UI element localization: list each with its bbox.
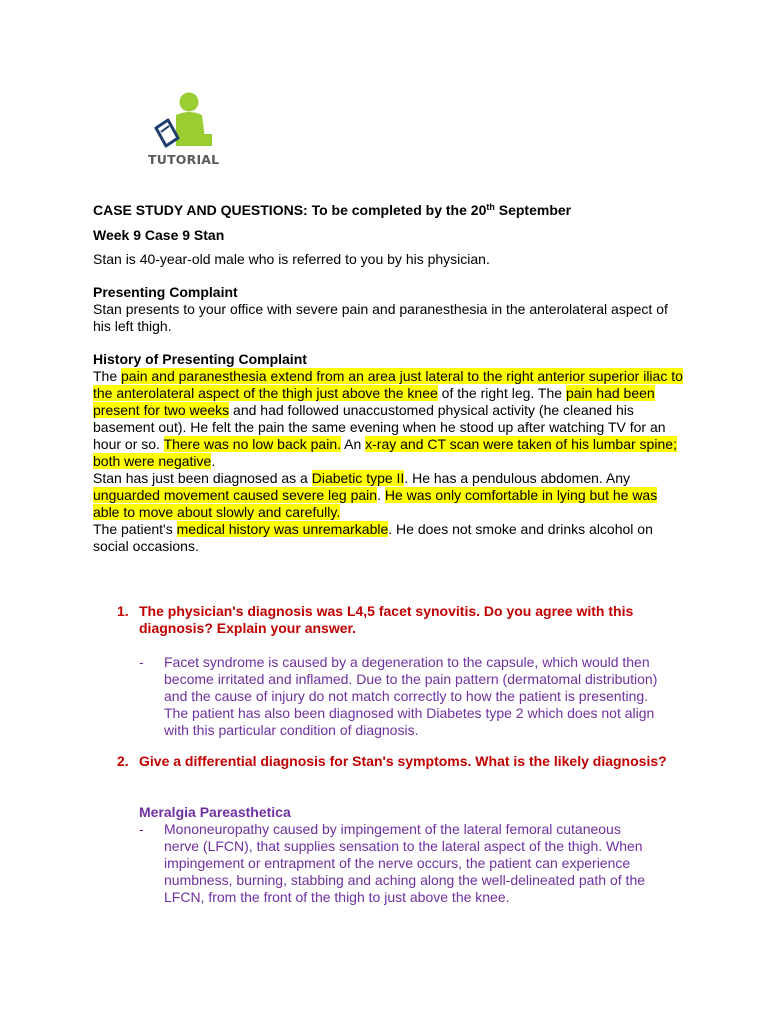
title-superscript: th: [486, 202, 495, 212]
title-end: September: [494, 202, 572, 218]
presenting-heading: Presenting Complaint: [93, 284, 238, 300]
highlight-no-back-pain: There was no low back pain.: [163, 436, 341, 452]
highlight-diabetes: Diabetic type II: [311, 470, 405, 486]
answer-2: [139, 821, 659, 906]
highlight-pain-area: pain and paranesthesia extend from an area just lateral to the right anterior superior iliac to the anterolateral aspect of the thigh just above the knee: [93, 368, 683, 401]
question-text: The physician's diagnosis was L4,5 facet synovitis. Do you agree with this diagnosis? Explain your answer.: [139, 603, 634, 636]
answer-bullet: -: [139, 654, 144, 670]
intro-text: Stan is 40-year-old male who is referred to you by his physician.: [93, 251, 490, 267]
page-title: [93, 202, 683, 219]
presenting-text: Stan presents to your office with severe pain and paranesthesia in the anterolateral aspect of his left thigh.: [93, 301, 668, 334]
highlight-leg-pain: unguarded movement caused severe leg pain: [93, 487, 378, 503]
highlight-imaging: x-ray and CT scan were taken of his lumbar spine; both were negative: [93, 436, 677, 469]
answer-text: Facet syndrome is caused by a degeneration to the capsule, which would then become irritated and inflamed. Due to the pain pattern (dermatomal distribution) and the cause of injury do not match correctly to how the patient is presenting. The patient has also been diagnosed with Diabetes type 2 which does not align with this particular condition of diagnosis.: [164, 654, 658, 738]
answer-1: [139, 654, 659, 739]
logo-label: TUTORIAL: [148, 152, 220, 167]
question-2: [117, 753, 677, 770]
highlight-medical-history: medical history was unremarkable: [176, 521, 389, 537]
question-1: [117, 603, 677, 637]
diagnosis-subheading: Meralgia Pareasthetica: [139, 804, 291, 820]
week-heading: Week 9 Case 9 Stan: [93, 227, 225, 243]
question-text: Give a differential diagnosis for Stan's symptoms. What is the likely diagnosis?: [139, 753, 667, 769]
title-main: CASE STUDY AND QUESTIONS: To be completed by the 20: [93, 202, 487, 218]
question-number: 1.: [117, 603, 129, 619]
question-number: 2.: [117, 753, 129, 769]
highlight-mobility: He was only comfortable in lying but he was able to move about slowly and carefully.: [93, 487, 658, 520]
highlight-duration: pain had been present for two weeks: [93, 385, 655, 418]
answer-text: Mononeuropathy caused by impingement of the lateral femoral cutaneous nerve (LFCN), that supplies sensation to the lateral aspect of the thigh. When impingement or entrapment of the nerve occurs, the patient can experience numbness, burning, stabbing and aching along the well-delineated path of the LFCN, from the front of the thigh to just above the knee.: [164, 821, 646, 905]
answer-bullet: -: [139, 821, 144, 837]
history-heading: History of Presenting Complaint: [93, 351, 307, 367]
history-text: The pain and paranesthesia extend from an area just lateral to the right anterior superior iliac to the anterolateral aspect of the thigh just above the knee of the right leg. The pain had been present for two weeks and had followed unaccustomed physical activity (he cleaned his basement out). He felt the pain the same evening when he stood up after watching TV for an hour or so. There was no low back pain. An x-ray and CT scan were taken of his lumbar spine; both were negative. Stan has just been diagnosed as a Diabetic type II. He has a pendulous abdomen. Any unguarded movement caused severe leg pain. He was only comfortable in lying but he was able to move about slowly and carefully. The patient's medical history was unremarkable. He does not smoke and drinks alcohol on social occasions.: [93, 368, 683, 554]
